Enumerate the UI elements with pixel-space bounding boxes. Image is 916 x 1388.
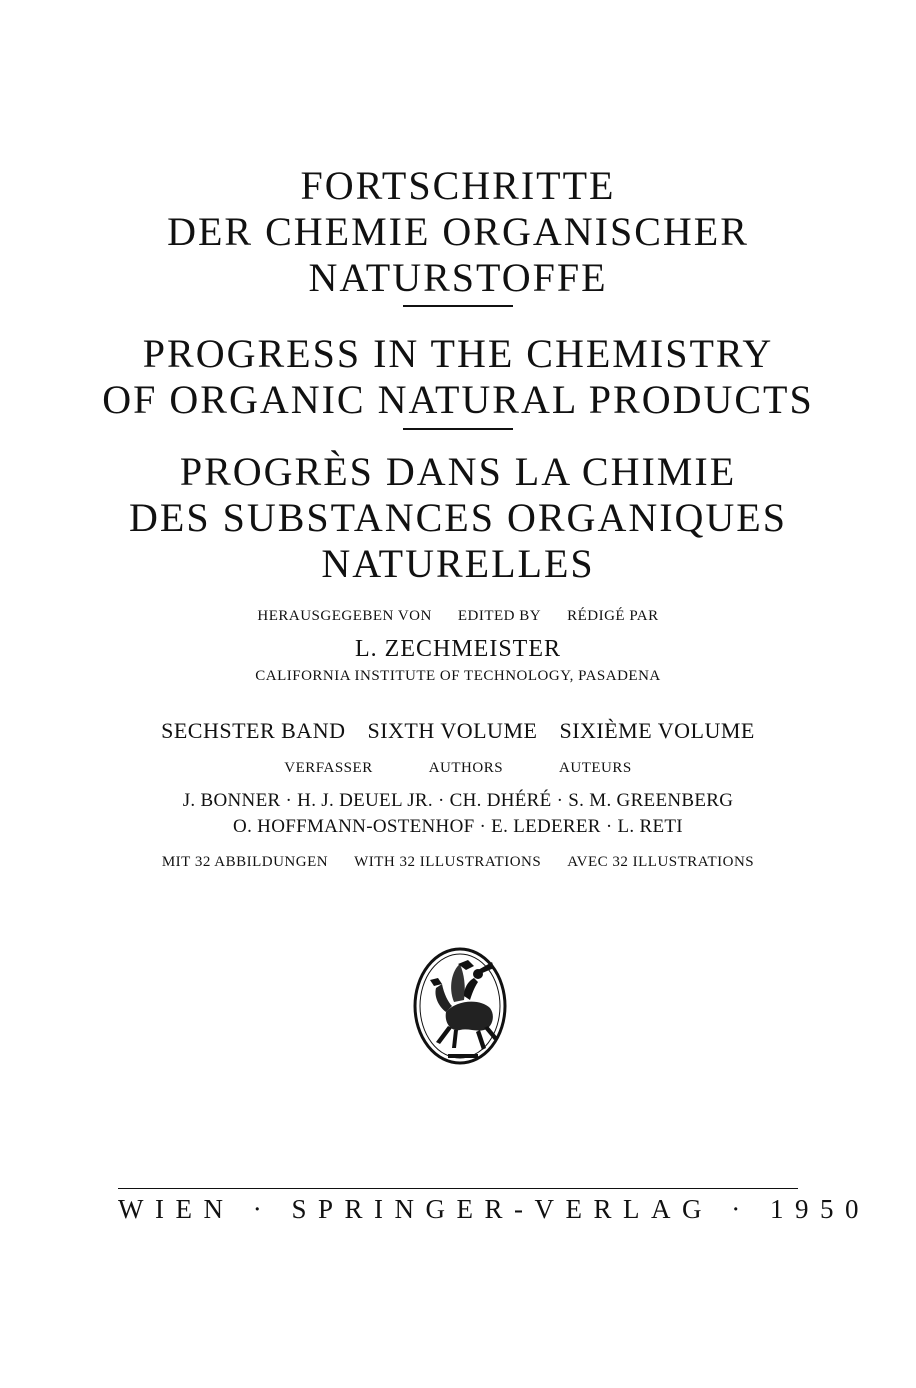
authors-line-2: O. HOFFMANN-OSTENHOF · E. LEDERER · L. RETI bbox=[233, 816, 683, 837]
pegasus-rider-logo-icon bbox=[408, 940, 518, 1080]
title-en-line-1: PROGRESS IN THE CHEMISTRY bbox=[142, 331, 774, 376]
illustrations-fr: AVEC 32 ILLUSTRATIONS bbox=[567, 854, 755, 870]
divider-rule-1 bbox=[403, 305, 513, 307]
title-en-line-2: OF ORGANIC NATURAL PRODUCTS bbox=[102, 377, 814, 422]
authors-label-row bbox=[0, 760, 916, 777]
illustrations-de: MIT 32 ABBILDUNGEN bbox=[161, 854, 329, 870]
edited-by-de: HERAUSGEGEBEN VON bbox=[257, 608, 432, 624]
illustrations-row bbox=[0, 854, 916, 871]
authors-label-en: AUTHORS bbox=[428, 760, 504, 776]
edited-by-en: EDITED BY bbox=[457, 608, 542, 624]
edited-by-row bbox=[0, 608, 916, 625]
title-de-line-1: FORTSCHRITTE bbox=[300, 163, 616, 208]
authors-label-fr: AUTEURS bbox=[559, 760, 632, 776]
authors-line-1: J. BONNER · H. J. DEUEL JR. · CH. DHÉRÉ · S. M. GREENBERG bbox=[182, 790, 734, 811]
title-fr-line-3: NATURELLES bbox=[321, 541, 595, 586]
title-de-line-3: NATURSTOFFE bbox=[308, 255, 608, 300]
volume-row bbox=[0, 718, 916, 744]
authors-label-de: VERFASSER bbox=[284, 760, 373, 776]
volume-fr: SIXIÈME VOLUME bbox=[559, 718, 755, 743]
title-de-line-2: DER CHEMIE ORGANISCHER bbox=[167, 209, 749, 254]
divider-rule-2 bbox=[403, 428, 513, 430]
imprint: WIEN · SPRINGER-VERLAG · 1950 bbox=[118, 1194, 870, 1224]
title-fr-line-1: PROGRÈS DANS LA CHIMIE bbox=[179, 449, 737, 494]
volume-de: SECHSTER BAND bbox=[161, 718, 346, 743]
volume-en: SIXTH VOLUME bbox=[367, 718, 538, 743]
editor-name: L. ZECHMEISTER bbox=[355, 636, 561, 662]
editor-affiliation: CALIFORNIA INSTITUTE OF TECHNOLOGY, PASADENA bbox=[255, 668, 661, 684]
title-fr-line-2: DES SUBSTANCES ORGANIQUES bbox=[129, 495, 787, 540]
imprint-rule bbox=[118, 1188, 798, 1189]
illustrations-en: WITH 32 ILLUSTRATIONS bbox=[354, 854, 542, 870]
edited-by-fr: RÉDIGÉ PAR bbox=[567, 608, 659, 624]
